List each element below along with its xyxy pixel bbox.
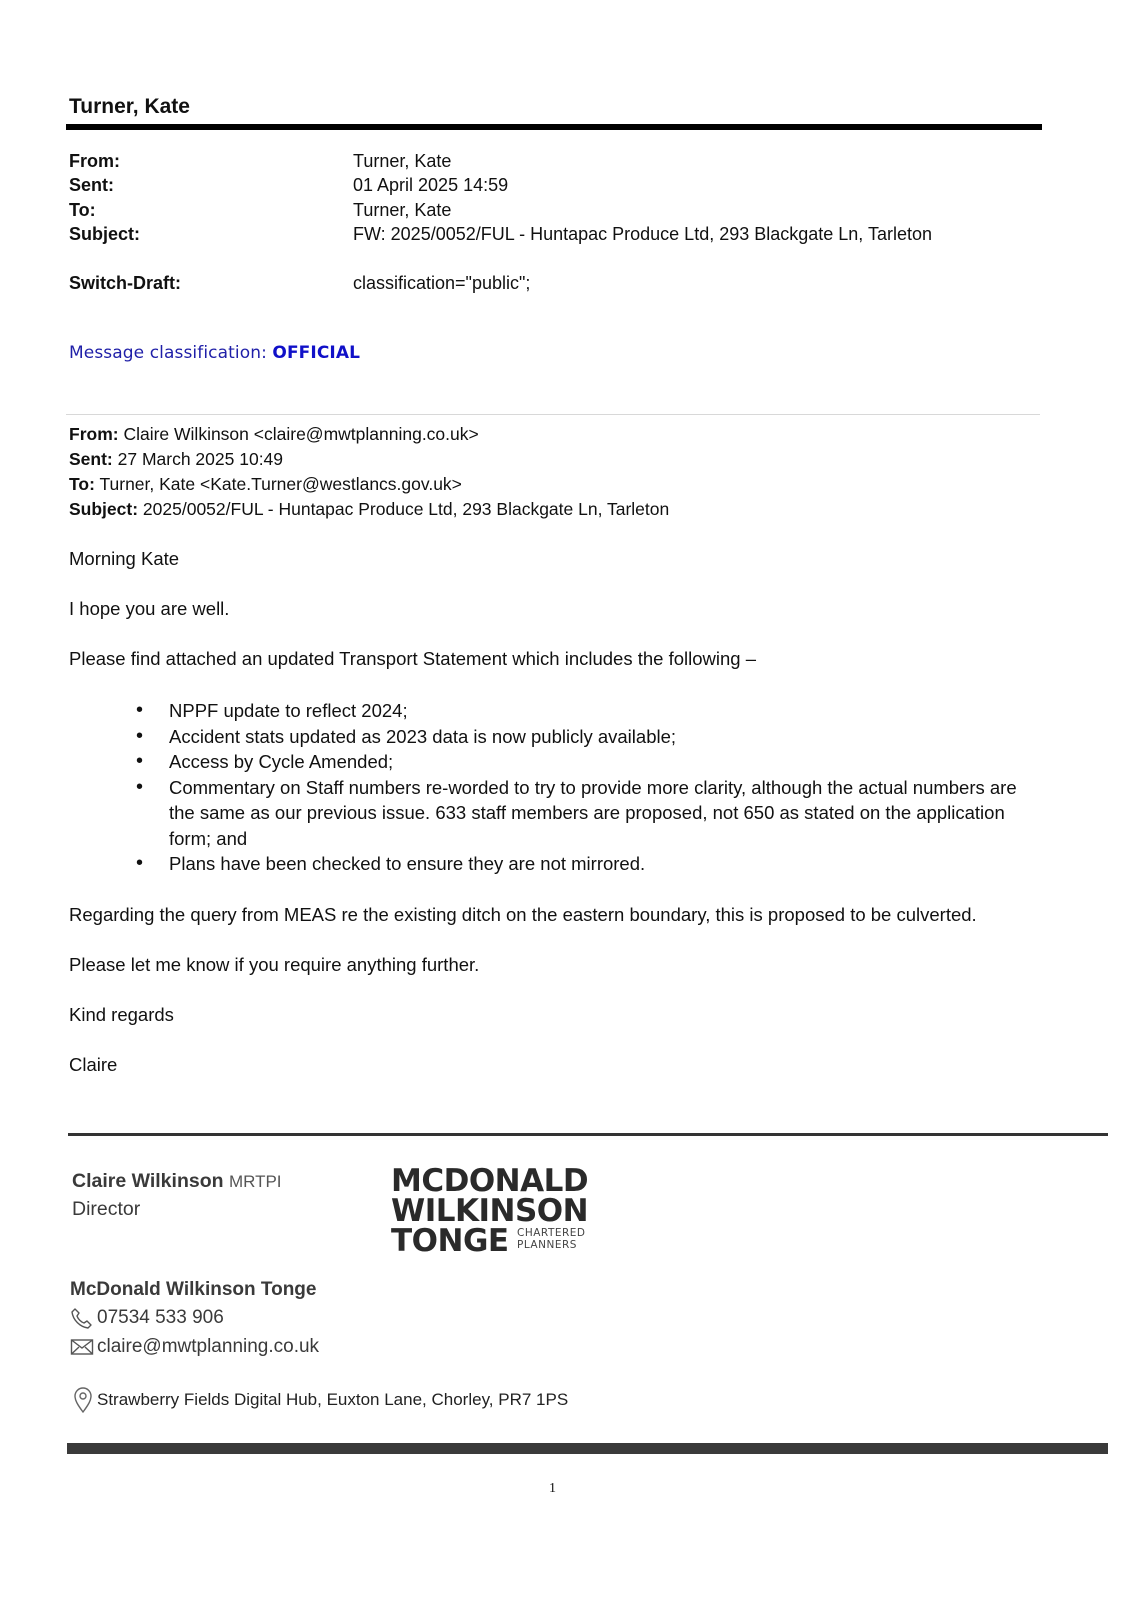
page-title: Turner, Kate xyxy=(69,95,190,118)
signature-divider xyxy=(68,1133,1108,1136)
logo-line: TONGE xyxy=(391,1223,509,1259)
to-value: Turner, Kate xyxy=(353,200,452,220)
signature-name xyxy=(72,1170,282,1193)
fwd-from-value: Claire Wilkinson <claire@mwtplanning.co.uk> xyxy=(123,424,479,444)
address-row xyxy=(72,1386,568,1414)
list-item: • Accident stats updated as 2023 data is now publicly available; xyxy=(134,724,1034,750)
logo-subtitle xyxy=(517,1227,586,1251)
classification-level: OFFICIAL xyxy=(272,343,361,363)
update-list xyxy=(134,698,1034,877)
switch-draft-value: classification="public"; xyxy=(353,273,531,293)
subject-label: Subject: xyxy=(69,224,141,244)
envelope-icon xyxy=(70,1336,94,1358)
fwd-from-label: From: xyxy=(69,424,119,444)
address-text: Strawberry Fields Digital Hub, Euxton Lane, Chorley, PR7 1PS xyxy=(97,1390,569,1409)
sent-value: 01 April 2025 14:59 xyxy=(353,175,509,195)
company-logo xyxy=(391,1163,606,1259)
classification-prefix: Message classification: xyxy=(69,343,267,363)
list-item: • Plans have been checked to ensure they are not mirrored. xyxy=(134,851,1034,877)
list-item: • NPPF update to reflect 2024; xyxy=(134,698,1034,724)
to-label: To: xyxy=(69,200,96,220)
fwd-subject-label: Subject: xyxy=(69,499,139,519)
signature-post-nominal: MRTPI xyxy=(228,1172,282,1191)
body-further: Please let me know if you require anything further. xyxy=(69,954,480,975)
list-item: • Commentary on Staff numbers re-worded to try to provide more clarity, although the actual numbers are the same as our previous issue. 633 staff members are proposed, not 650 as stated on the application form; and xyxy=(134,775,1034,852)
switch-draft-label: Switch-Draft: xyxy=(69,273,181,293)
body-line: I hope you are well. xyxy=(69,598,230,619)
logo-line: WILKINSON xyxy=(391,1193,589,1229)
greeting: Morning Kate xyxy=(69,548,180,569)
list-item: • Access by Cycle Amended; xyxy=(134,749,1034,775)
fwd-to-label: To: xyxy=(69,474,95,494)
from-value: Turner, Kate xyxy=(353,151,452,171)
subject-value: FW: 2025/0052/FUL - Huntapac Produce Ltd, 293 Blackgate Ln, Tarleton xyxy=(353,224,933,244)
signature-role: Director xyxy=(72,1198,141,1220)
sent-label: Sent: xyxy=(69,175,114,195)
sender-first-name: Claire xyxy=(69,1054,118,1075)
logo-sub-line: PLANNERS xyxy=(517,1239,577,1251)
footer-bar xyxy=(67,1443,1108,1454)
from-label: From: xyxy=(69,151,120,171)
fwd-sent-value: 27 March 2025 10:49 xyxy=(117,449,284,469)
logo-sub-line: CHARTERED xyxy=(517,1227,586,1239)
phone-row xyxy=(70,1307,224,1329)
forwarded-header xyxy=(69,422,669,522)
forward-divider xyxy=(66,414,1040,415)
fwd-sent-label: Sent: xyxy=(69,449,113,469)
location-pin-icon xyxy=(72,1386,94,1414)
fwd-to-value: Turner, Kate <Kate.Turner@westlancs.gov.uk> xyxy=(99,474,462,494)
phone-icon xyxy=(70,1307,94,1329)
email-row xyxy=(70,1336,319,1358)
fwd-subject-value: 2025/0052/FUL - Huntapac Produce Ltd, 293 Blackgate Ln, Tarleton xyxy=(142,499,670,519)
title-divider xyxy=(66,124,1042,130)
message-classification xyxy=(69,343,360,363)
signature-full-name: Claire Wilkinson xyxy=(72,1170,224,1192)
signoff: Kind regards xyxy=(69,1004,174,1025)
page-number: 1 xyxy=(549,1481,556,1496)
body-meas: Regarding the query from MEAS re the existing ditch on the eastern boundary, this is proposed to be culverted. xyxy=(69,904,977,925)
logo-line: MCDONALD xyxy=(391,1163,589,1199)
body-intro: Please find attached an updated Transport Statement which includes the following – xyxy=(69,648,756,669)
email-address[interactable]: claire@mwtplanning.co.uk xyxy=(97,1336,320,1357)
phone-number[interactable]: 07534 533 906 xyxy=(97,1307,224,1328)
company-name: McDonald Wilkinson Tonge xyxy=(70,1279,317,1300)
